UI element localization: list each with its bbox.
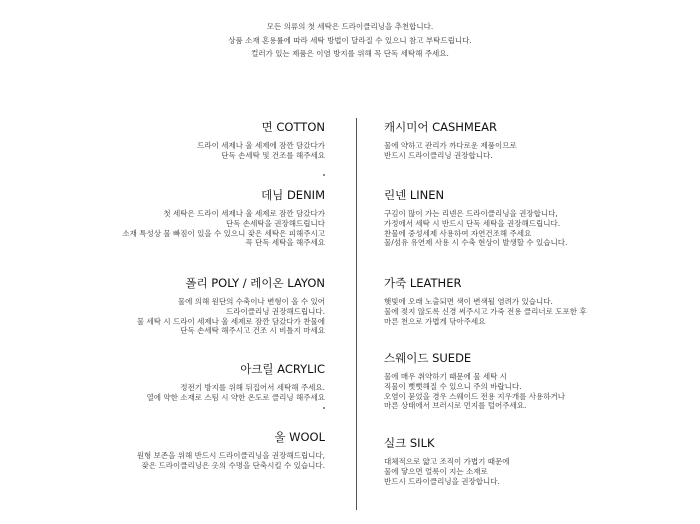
text-line: 반드시 드라이클리닝 권장합니다. — [384, 150, 493, 160]
section-title: 캐시미어 CASHMEAR — [384, 120, 497, 134]
intro-notice — [0, 20, 700, 61]
text-line: 정전기 방지를 위해 뒤집어서 세탁해 주세요. — [180, 383, 325, 392]
text-line: 물에 젖지 않도록 신경 써주시고 가죽 전용 클리너로 도포한 후 — [384, 306, 587, 316]
separator-dot — [323, 174, 325, 176]
text-line: 단독 손세탁을 권장해드립니다 — [226, 218, 325, 228]
text-line: 드라이클리닝 권장해드립니다. — [226, 306, 325, 316]
intro-line: 컬러가 있는 제품은 이염 방지를 위해 꼭 단독 세탁해 주세요. — [251, 49, 449, 58]
text-line: 단독 손세탁 및 건조를 해주세요 — [221, 150, 325, 160]
text-line: 원형 보존을 위해 반드시 드라이클리닝을 권장해드립니다, — [136, 451, 325, 460]
care-section-leather — [384, 276, 700, 326]
care-section-poly-rayon — [0, 276, 325, 336]
text-line: 소재 특성상 물 빠짐이 있을 수 있으니 잦은 세탁은 피해주시고 — [122, 228, 325, 238]
section-text — [384, 141, 700, 161]
section-title: 아크릴 ACRYLIC — [240, 362, 325, 376]
section-title: 데님 DENIM — [261, 188, 325, 202]
text-line: 첫 세탁은 드라이 세제나 울 세제로 잠깐 담갔다가 — [163, 209, 325, 218]
section-text — [384, 209, 700, 248]
section-title: 린넨 LINEN — [384, 188, 445, 202]
text-line: 대체적으로 얇고 조직이 가볍기 때문에 — [384, 457, 510, 466]
section-text — [384, 297, 700, 326]
section-text — [0, 297, 325, 336]
text-line: 직물이 뻣뻣해질 수 있으니 주의 바랍니다. — [384, 381, 522, 391]
section-title: 폴리 POLY / 레이온 LAYON — [185, 276, 325, 290]
care-section-cashmere — [384, 120, 700, 161]
section-text — [384, 457, 700, 486]
text-line: 열에 약한 소재로 스팀 시 약한 온도로 클리닝 해주세요 — [146, 392, 325, 402]
section-title: 실크 SILK — [384, 436, 435, 450]
intro-line: 상품 소재 혼용률에 따라 세탁 방법이 달라질 수 있으니 참고 부탁드립니다. — [228, 35, 472, 45]
care-section-denim — [0, 188, 325, 248]
text-line: 가정에서 세탁 시 반드시 단독 세탁을 권장해드립니다. — [384, 218, 561, 228]
care-section-suede — [384, 351, 700, 411]
text-line: 물 세탁 시 드라이 세제나 울 세제로 잠깐 담갔다가 찬물에 — [136, 316, 325, 326]
section-title: 울 WOOL — [274, 430, 325, 444]
intro-line: 모든 의류의 첫 세탁은 드라이클리닝을 추천합니다. — [266, 22, 434, 31]
text-line: 물/섬유 유연제 사용 시 수축 현상이 발생할 수 있습니다. — [384, 238, 568, 248]
text-line: 마른 천으로 가볍게 닦아주세요 — [384, 316, 486, 326]
separator-dot — [323, 407, 325, 409]
text-line: 물에 약하고 관리가 까다로운 제품이므로 — [384, 141, 517, 150]
care-section-acrylic — [0, 362, 325, 403]
text-line: 물에 매우 취약하기 때문에 물 세탁 시 — [384, 372, 507, 381]
care-section-linen — [384, 188, 700, 248]
section-text — [0, 209, 325, 248]
section-title: 스웨이드 SUEDE — [384, 351, 472, 365]
text-line: 단독 손세탁 해주시고 건조 시 비틀지 마세요 — [180, 326, 325, 336]
section-text — [0, 141, 325, 161]
section-text — [0, 451, 325, 471]
column-divider — [356, 118, 357, 510]
care-section-cotton — [0, 120, 325, 161]
text-line: 구김이 많이 가는 리넨은 드라이클리닝을 권장합니다, — [384, 209, 558, 218]
section-text — [0, 383, 325, 403]
care-section-wool — [0, 430, 325, 471]
text-line: 물에 닿으면 얼룩이 지는 소재로 — [384, 466, 488, 476]
section-text — [384, 372, 700, 411]
section-title: 가죽 LEATHER — [384, 276, 462, 290]
text-line: 꼭 단독 세탁을 해주세요 — [245, 238, 325, 248]
text-line: 드라이 세제나 울 세제에 잠깐 담갔다가 — [197, 141, 325, 150]
text-line: 물에 의해 원단의 수축이나 변형이 올 수 있어 — [177, 297, 325, 306]
text-line: 찬물에 중성세제 사용하여 자연건조해 주세요 — [384, 228, 532, 238]
section-title: 면 COTTON — [261, 120, 325, 134]
text-line: 반드시 드라이클리닝을 권장합니다. — [384, 476, 500, 486]
text-line: 오염이 묻었을 경우 스웨이드 전용 지우개를 사용하거나 — [384, 391, 565, 401]
care-section-silk — [384, 436, 700, 486]
text-line: 마른 상태에서 브러시로 먼지를 털어주세요. — [384, 401, 527, 411]
text-line: 햇빛에 오래 노출되면 색이 변색될 염려가 있습니다. — [384, 297, 553, 306]
text-line: 잦은 드라이클리닝은 옷의 수명을 단축시킬 수 있습니다. — [141, 460, 325, 470]
